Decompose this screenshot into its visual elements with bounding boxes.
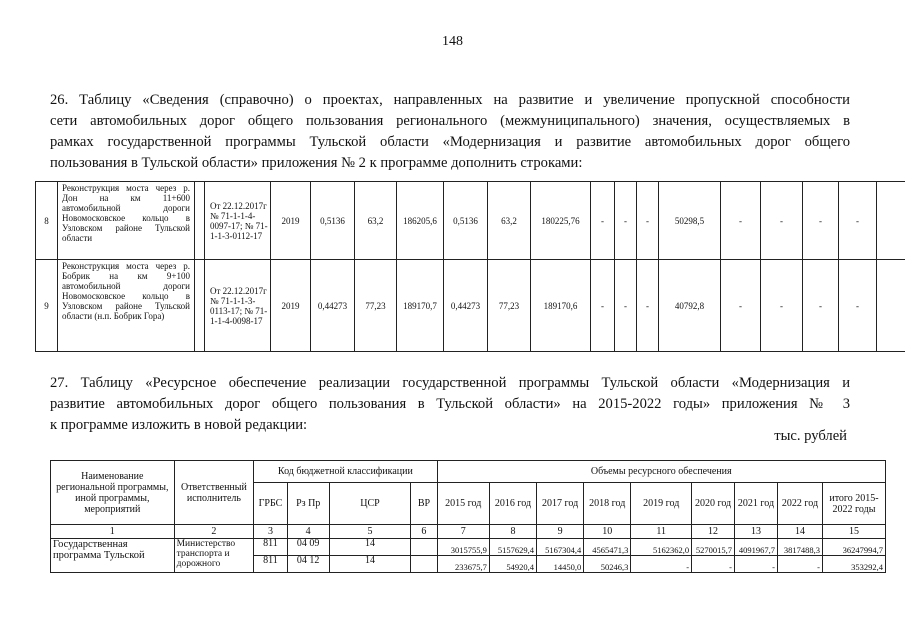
index-cell: 13: [735, 525, 778, 539]
index-cell: 15: [822, 525, 885, 539]
table-cell: 186205,6: [397, 182, 444, 260]
program-name: Государственная программа Тульской: [51, 539, 175, 573]
value-cell: 3817488,3: [777, 539, 822, 556]
paragraph-line: пользования в Тульской области» приложения № 2 к программе дополнить строками:: [50, 155, 583, 171]
table-cell: -: [591, 182, 615, 260]
column-header-total: итого 2015-2022 годы: [822, 483, 885, 525]
table-cell: 63,2: [355, 182, 397, 260]
table-cell: 2019: [271, 182, 311, 260]
row-number: 9: [36, 260, 58, 352]
table-cell: 77,23: [355, 260, 397, 352]
grbs-cell: 811: [254, 539, 288, 556]
table-cell: 63,2: [488, 182, 531, 260]
index-cell: 7: [437, 525, 489, 539]
value-cell: 14450,0: [537, 556, 584, 573]
section-27-paragraph: [50, 373, 850, 436]
column-header-2016: 2016 год: [489, 483, 536, 525]
table-cell: -: [721, 260, 761, 352]
vr-cell: [411, 556, 437, 573]
value-cell: 5167304,4: [537, 539, 584, 556]
table-cell: 189170,7: [397, 260, 444, 352]
rzpr-cell: 04 12: [287, 556, 329, 573]
rzpr-cell: 04 09: [287, 539, 329, 556]
table-cell: 77,23: [488, 260, 531, 352]
table-row: [36, 182, 905, 260]
table-cell: -: [803, 260, 839, 352]
value-cell: -: [735, 556, 778, 573]
table-cell: 0,5136: [444, 182, 488, 260]
index-cell: 11: [631, 525, 692, 539]
paragraph-line: сети автомобильных дорог общего пользования регионального (межмуниципального) значения, осуществляемых в: [50, 113, 850, 129]
paragraph-line: 26. Таблицу «Сведения (справочно) о проектах, направленных на развитие и увеличение пропускной способности: [50, 92, 850, 108]
header-row: [51, 461, 886, 483]
value-cell: -: [777, 556, 822, 573]
table-row: [51, 539, 886, 556]
table-cell: 180225,76: [531, 182, 591, 260]
empty-cell: [195, 260, 205, 352]
value-cell: -: [692, 556, 735, 573]
table-cell: -: [637, 182, 659, 260]
section-26-paragraph: [50, 90, 850, 174]
column-header-2015: 2015 год: [437, 483, 489, 525]
grbs-cell: 811: [254, 556, 288, 573]
csr-cell: 14: [329, 556, 411, 573]
table-cell: 0,44273: [311, 260, 355, 352]
column-header-budget-code: Код бюджетной классификации: [254, 461, 437, 483]
value-cell: 5157629,4: [489, 539, 536, 556]
index-cell: 2: [174, 525, 254, 539]
column-header-name: Наименование региональной программы, иной программы, мероприятий: [51, 461, 175, 525]
value-cell: 4091967,7: [735, 539, 778, 556]
project-documents: От 22.12.2017г № 71-1-1-4-0097-17; № 71-1-1-3-0112-17: [205, 182, 271, 260]
column-header-2022: 2022 год: [777, 483, 822, 525]
index-cell: 1: [51, 525, 175, 539]
project-description: Реконструкция моста через р. Бобрик на км 9+100 автомобильной дороги Новомосковское кольцо в Узловском районе Тульской области (н.п. Бобрик Гора): [58, 260, 195, 352]
table-cell: -: [615, 182, 637, 260]
project-documents: От 22.12.2017г № 71-1-1-3-0113-17; № 71-1-1-4-0098-17: [205, 260, 271, 352]
table-cell: 189170,6: [531, 260, 591, 352]
empty-cell: [195, 182, 205, 260]
index-cell: 10: [584, 525, 631, 539]
value-cell: 233675,7: [437, 556, 489, 573]
table-cell: -: [803, 182, 839, 260]
index-cell: 9: [537, 525, 584, 539]
table-cell: -: [761, 260, 803, 352]
column-header-2018: 2018 год: [584, 483, 631, 525]
table-row: [36, 260, 905, 352]
table-cell: -: [615, 260, 637, 352]
executor: Министерство транспорта и дорожного: [174, 539, 254, 573]
table-cell: -: [637, 260, 659, 352]
index-cell: 12: [692, 525, 735, 539]
column-header-rzpr: Рз Пр: [287, 483, 329, 525]
value-cell: 54920,4: [489, 556, 536, 573]
unit-label: тыс. рублей: [774, 428, 847, 444]
column-header-csr: ЦСР: [329, 483, 411, 525]
table-cell: 0,5136: [311, 182, 355, 260]
page-number: 148: [442, 34, 463, 49]
column-header-executor: Ответственный исполнитель: [174, 461, 254, 525]
table-cell: -: [761, 182, 803, 260]
row-number: 8: [36, 182, 58, 260]
csr-cell: 14: [329, 539, 411, 556]
column-header-volumes: Объемы ресурсного обеспечения: [437, 461, 885, 483]
paragraph-line: к программе изложить в новой редакции:: [50, 417, 308, 433]
index-row: [51, 525, 886, 539]
value-cell: 4565471,3: [584, 539, 631, 556]
project-description: Реконструкция моста через р. Дон на км 11+600 автомобильной дороги Новомосковское кольцо в Узловском районе Тульской области: [58, 182, 195, 260]
paragraph-line: рамках государственной программы Тульской области «Модернизация и развитие автомобильных дорог общего: [50, 134, 850, 150]
table-cell: 40792,8: [659, 260, 721, 352]
table-cell: 2019: [271, 260, 311, 352]
resources-table: [50, 460, 886, 573]
vr-cell: [411, 539, 437, 556]
index-cell: 4: [287, 525, 329, 539]
column-header-2020: 2020 год: [692, 483, 735, 525]
index-cell: 5: [329, 525, 411, 539]
column-header-2021: 2021 год: [735, 483, 778, 525]
column-header-vr: ВР: [411, 483, 437, 525]
value-cell: 50246,3: [584, 556, 631, 573]
table-cell: -: [591, 260, 615, 352]
paragraph-line: 27. Таблицу «Ресурсное обеспечение реализации государственной программы Тульской области «Модернизация и: [50, 375, 850, 391]
index-cell: 14: [777, 525, 822, 539]
value-cell: 3015755,9: [437, 539, 489, 556]
column-header-2017: 2017 год: [537, 483, 584, 525]
index-cell: 6: [411, 525, 437, 539]
value-cell: -: [631, 556, 692, 573]
table-cell: 50298,5: [659, 182, 721, 260]
value-cell: 5162362,0: [631, 539, 692, 556]
value-cell: 36247994,7: [822, 539, 885, 556]
value-cell: 353292,4: [822, 556, 885, 573]
table-cell: 0,44273: [444, 260, 488, 352]
empty-cell: [877, 260, 905, 352]
empty-cell: [877, 182, 905, 260]
index-cell: 8: [489, 525, 536, 539]
table-cell: -: [721, 182, 761, 260]
table-cell: -: [839, 182, 877, 260]
column-header-grbs: ГРБС: [254, 483, 288, 525]
paragraph-line: развитие автомобильных дорог общего пользования в Тульской области» на 2015-2022 годы» приложения № 3: [50, 396, 850, 412]
table-cell: -: [839, 260, 877, 352]
value-cell: 5270015,7: [692, 539, 735, 556]
index-cell: 3: [254, 525, 288, 539]
column-header-2019: 2019 год: [631, 483, 692, 525]
projects-table: [35, 181, 905, 352]
